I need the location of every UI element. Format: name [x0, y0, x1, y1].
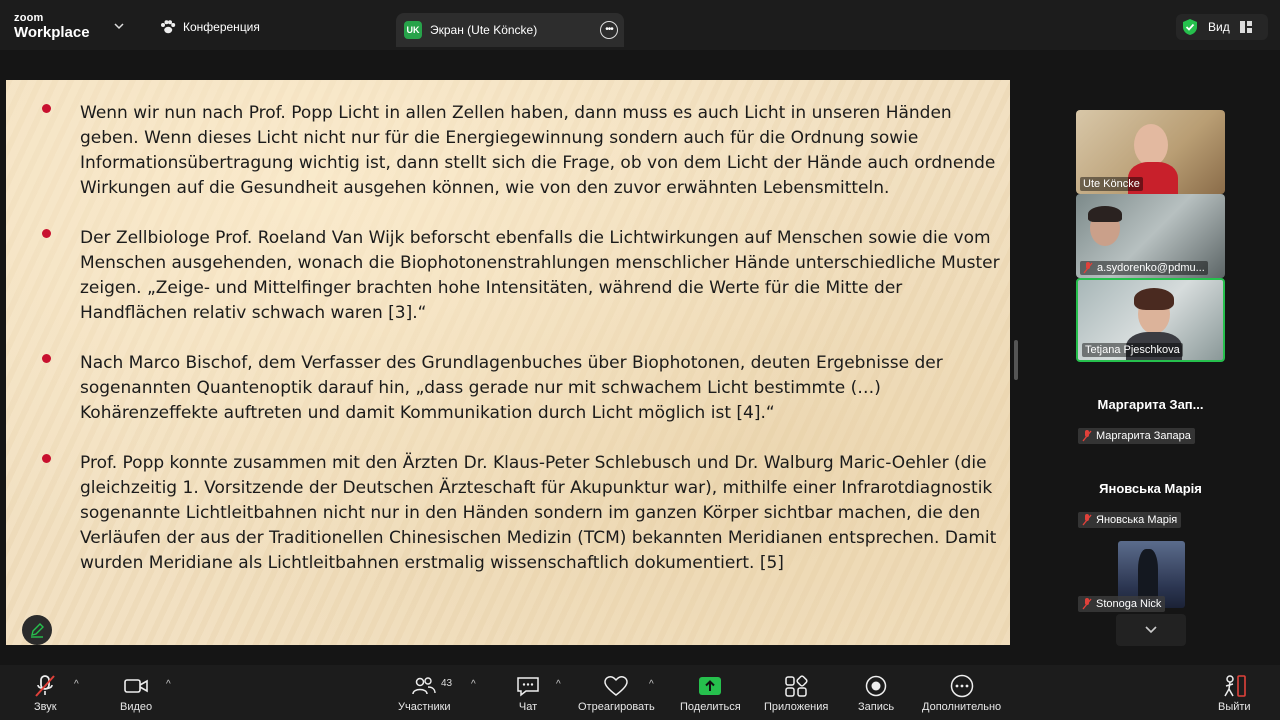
more-icon	[950, 674, 974, 698]
annotate-pen-button[interactable]	[22, 615, 52, 645]
chat-icon	[516, 675, 540, 697]
share-button[interactable]	[680, 673, 741, 713]
video-camera-icon	[124, 677, 148, 695]
chevron-down-icon[interactable]	[113, 20, 125, 32]
audio-participant-label[interactable]: Яновська Марія	[1078, 512, 1181, 528]
audio-participant-title: Яновська Марія	[1099, 481, 1202, 496]
audio-options-caret[interactable]: ^	[74, 679, 79, 690]
chat-button[interactable]	[516, 673, 540, 713]
participant-name: Tetjana Pjeschkova	[1082, 343, 1183, 357]
conference-label: Конференция	[183, 20, 260, 34]
apps-button[interactable]	[764, 673, 828, 713]
video-label: Видео	[120, 701, 153, 713]
video-button[interactable]	[120, 673, 152, 713]
participant-face	[1134, 124, 1168, 166]
participant-hair	[1134, 288, 1174, 310]
record-label: Запись	[858, 701, 895, 713]
record-icon	[865, 675, 887, 697]
avatar-figure	[1138, 549, 1158, 599]
participant-name: a.sydorenko@pdmu...	[1080, 261, 1208, 275]
tab-screen-share[interactable]	[396, 13, 624, 47]
top-bar	[0, 0, 1280, 50]
react-options-caret[interactable]: ^	[649, 679, 654, 690]
leave-button[interactable]	[1218, 673, 1251, 713]
more-options-icon[interactable]: •••	[600, 21, 618, 39]
mic-muted-icon	[34, 674, 56, 698]
paw-icon	[160, 20, 176, 34]
participants-count: 43	[441, 678, 453, 689]
audio-button[interactable]	[34, 673, 57, 713]
scroll-down-button[interactable]	[1116, 614, 1186, 646]
shared-screen-slide	[6, 80, 1010, 645]
panel-resize-handle[interactable]	[1014, 340, 1018, 380]
brand-big: Workplace	[14, 24, 90, 41]
share-tab-badge: UK	[404, 21, 422, 39]
view-button[interactable]	[1176, 14, 1268, 40]
participant-video-tile-active[interactable]	[1076, 278, 1225, 362]
chevron-down-icon	[1144, 625, 1158, 635]
bullet-dot	[42, 454, 51, 463]
audio-participant-label[interactable]: Stonoga Nick	[1078, 596, 1165, 612]
zoom-workplace-logo[interactable]	[14, 13, 90, 40]
shield-check-icon[interactable]	[1182, 18, 1198, 36]
audio-label: Звук	[34, 701, 57, 713]
more-label: Дополнительно	[922, 701, 1002, 713]
participants-label: Участники	[398, 701, 451, 713]
mic-muted-icon	[1082, 514, 1092, 526]
bullet-text: Der Zellbiologe Prof. Roeland Van Wijk beforscht ebenfalls die Lichtwirkungen auf Menschen sowie die vom Menschen ausgehenden, wonach die Biophotonenstrahlungen menschlicher Hände unterschiedliche Muster zeigen. „Zeige- und Mittelfinger brachten hohe Intensitäten, während die Werte für die Mitte der Handflächen relativ schwach waren [3].“	[80, 228, 1000, 323]
tab-conference[interactable]	[160, 20, 260, 34]
bullet-dot	[42, 104, 51, 113]
leave-label: Выйти	[1218, 701, 1251, 713]
share-screen-icon	[698, 676, 722, 696]
participant-name: Ute Köncke	[1080, 177, 1143, 191]
mic-muted-icon	[1082, 430, 1092, 442]
chat-label: Чат	[518, 701, 538, 713]
participant-hair	[1088, 206, 1122, 222]
bullet-dot	[42, 229, 51, 238]
audio-participant-title: Маргарита Зап...	[1097, 397, 1204, 412]
bullet-text: Nach Marco Bischof, dem Verfasser des Grundlagenbuches über Biophotonen, deuten Ergebnisse der sogenannten Quantenoptik darauf hin, „dass gerade nur mit schwachem Licht bestimmte (…) Kohärenzeffekte auftreten und damit Kommunikation durch Licht möglich ist [4].“	[80, 353, 943, 423]
participant-video-tile[interactable]	[1076, 110, 1225, 194]
participant-video-tile[interactable]	[1076, 194, 1225, 278]
record-button[interactable]	[858, 673, 894, 713]
brand-small: zoom	[14, 12, 44, 24]
react-label: Отреагировать	[578, 701, 655, 713]
share-label: Поделиться	[680, 701, 741, 713]
participants-options-caret[interactable]: ^	[471, 679, 476, 690]
audio-participant-label[interactable]: Маргарита Запара	[1078, 428, 1195, 444]
video-options-caret[interactable]: ^	[166, 679, 171, 690]
pencil-icon	[29, 622, 45, 638]
apps-label: Приложения	[764, 701, 829, 713]
view-label: Вид	[1208, 20, 1230, 34]
mic-muted-icon	[1083, 262, 1093, 274]
react-button[interactable]	[578, 673, 655, 713]
mic-muted-icon	[1082, 598, 1092, 610]
share-tab-label: Экран (Ute Köncke)	[430, 23, 538, 37]
apps-icon	[784, 675, 808, 697]
more-button[interactable]	[922, 673, 1001, 713]
bullet-text: Prof. Popp konnte zusammen mit den Ärzten Dr. Klaus-Peter Schlebusch und Dr. Walburg Maric-Oehler (die gleichzeitig 1. Vorsitzende der Deutschen Ärzteschaft für Akupunktur war), mithilfe einer Infrarotdiagnostik sogenannte Lichtleitbahnen nicht nur in den Händen sondern im ganzen Körper sichtbar machen, die den Verläufen der aus der Traditionellen Chinesischen Medizin (TCM) bekannten Meridianen entsprechen. Damit wurden Meridiane als Lichtleitbahnen erstmalig wissenschaftlich dokumentiert. [5]	[80, 453, 997, 573]
bullet-dot	[42, 354, 51, 363]
leave-icon	[1221, 674, 1247, 698]
bullet-text: Wenn wir nun nach Prof. Popp Licht in allen Zellen haben, dann muss es auch Licht in unseren Händen geben. Wenn dieses Licht nicht nur für die Energiegewinnung sondern auch für die Ordnung sowie Informationsübertragung wichtig ist, dann stellt sich die Frage, ob von dem Licht der Hände auch ordnende Wirkungen auf die Gesundheit ausgehen können, wie von den zuvor erwähnten Lebensmitteln.	[80, 103, 996, 198]
heart-icon	[604, 675, 628, 697]
chat-options-caret[interactable]: ^	[556, 679, 561, 690]
participants-icon	[412, 676, 436, 696]
grid-view-icon	[1240, 21, 1252, 33]
bottom-toolbar	[0, 665, 1280, 720]
